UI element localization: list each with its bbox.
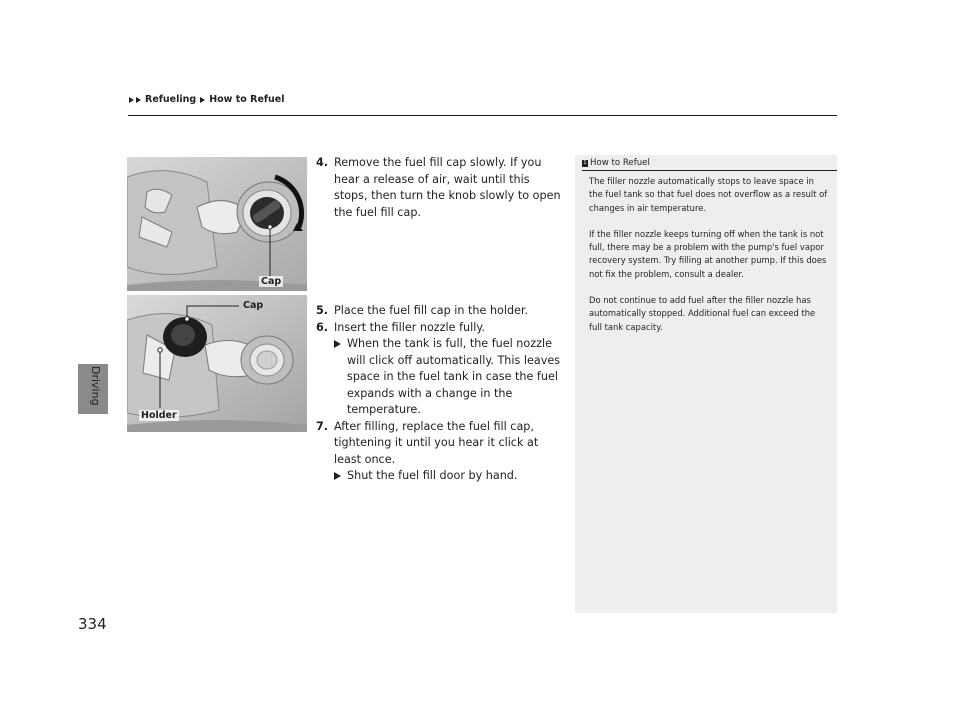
note-title[interactable]: How to Refuel	[590, 158, 650, 168]
note-body	[589, 175, 829, 347]
step-result-text: Shut the fuel fill door by hand.	[347, 469, 518, 482]
step-text: After filling, replace the fuel fill cap, tightening it until you hear it click at least once.	[334, 419, 539, 466]
step-number: 4.	[316, 156, 329, 169]
breadcrumb	[128, 94, 287, 105]
reference-marker-icon: 1	[583, 160, 587, 166]
step-5	[316, 303, 564, 320]
breadcrumb-arrow-icon	[136, 97, 141, 103]
breadcrumb-arrow-icon	[200, 97, 205, 103]
fuel-cap-photo	[127, 157, 307, 291]
result-arrow-icon	[334, 468, 347, 485]
step-text: Remove the fuel fill cap slowly. If you hear a release of air, wait until this stops, then turn the knob slowly to open the fuel fill cap.	[334, 156, 561, 219]
step-7	[316, 419, 564, 469]
step-4	[316, 155, 564, 221]
note-heading	[582, 158, 650, 168]
step-7-result	[316, 468, 564, 485]
step-text: Insert the filler nozzle fully.	[334, 320, 485, 334]
section-label: Driving	[89, 366, 102, 406]
step-result-text: When the tank is full, the fuel nozzle will click off automatically. This leaves space in the fuel tank in case the fuel expands with a change in the temperature.	[347, 337, 561, 416]
cap-callout-label: Cap	[261, 276, 282, 287]
breadcrumb-item-how-to-refuel[interactable]: How to Refuel	[209, 94, 285, 105]
refuel-steps	[316, 155, 564, 485]
step-6	[316, 320, 564, 337]
step-number: 7.	[316, 419, 329, 433]
step-number: 6.	[316, 320, 329, 334]
step-text: Place the fuel fill cap in the holder.	[334, 304, 529, 317]
step-number: 5.	[316, 304, 329, 317]
step-6-result	[316, 336, 564, 419]
result-arrow-icon	[334, 336, 347, 419]
breadcrumb-arrow-icon	[129, 97, 134, 103]
header-rule	[128, 115, 837, 116]
note-paragraph: The filler nozzle automatically stops to leave space in the fuel tank so that fuel does not overflow as a result of changes in air temperature.	[589, 176, 828, 213]
fuel-cap-illustration	[127, 157, 307, 291]
breadcrumb-item-refueling[interactable]: Refueling	[145, 94, 197, 105]
page-number: 334	[78, 615, 107, 633]
note-paragraph: Do not continue to add fuel after the filler nozzle has automatically stopped. Additional fuel can exceed the full tank capacity.	[589, 295, 816, 332]
holder-callout-label: Holder	[141, 410, 177, 421]
note-rule	[582, 170, 837, 171]
cap-callout-label: Cap	[243, 300, 264, 311]
note-paragraph: If the filler nozzle keeps turning off when the tank is not full, there may be a problem with the pump's fuel vapor recovery system. Try filling at another pump. If this does not fix the problem, consult a dealer.	[589, 228, 827, 279]
side-note-panel	[575, 155, 837, 613]
